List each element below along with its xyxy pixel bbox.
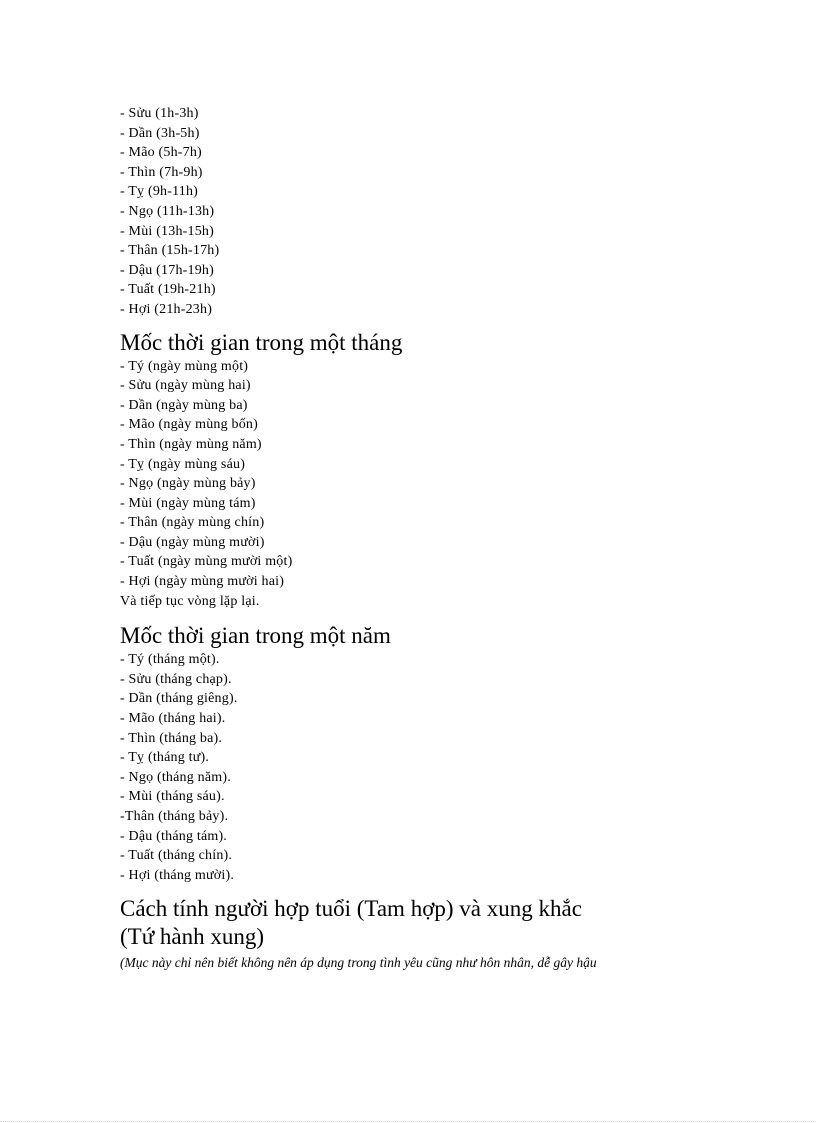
compat-section-heading: Cách tính người hợp tuổi (Tam hợp) và xung khắc — [120, 896, 582, 922]
list-item: -Thân (tháng bảy). — [120, 809, 229, 824]
month-section-heading: Mốc thời gian trong một tháng — [120, 329, 403, 355]
list-item: - Thìn (7h-9h) — [120, 164, 203, 180]
list-item: - Mão (tháng hai). — [120, 711, 226, 727]
hours-list — [120, 104, 740, 320]
list-item: - Tý (ngày mùng một) — [120, 358, 249, 374]
list-item: - Thìn (tháng ba). — [120, 730, 223, 746]
list-item: - Tuất (ngày mùng mười một) — [120, 554, 293, 570]
list-item: - Tỵ (ngày mùng sáu) — [120, 456, 246, 472]
list-item: - Tuất (tháng chín). — [120, 848, 233, 864]
list-item: - Ngọ (ngày mùng bảy) — [120, 476, 256, 492]
list-item: - Mão (ngày mùng bốn) — [120, 417, 258, 433]
list-item: - Tỵ (9h-11h) — [120, 184, 199, 200]
list-item: - Tỵ (tháng tư). — [120, 750, 210, 766]
list-item: - Mùi (tháng sáu). — [120, 789, 225, 805]
page-bottom-rule — [0, 1121, 816, 1122]
month-list — [120, 357, 740, 612]
list-item: - Mùi (ngày mùng tám) — [120, 495, 256, 511]
list-item: - Mùi (13h-15h) — [120, 223, 214, 239]
list-item: - Tý (tháng một). — [120, 652, 220, 668]
list-item: - Dần (ngày mùng ba) — [120, 397, 248, 413]
list-item: - Dần (tháng giêng). — [120, 691, 238, 707]
compat-note: (Mục này chỉ nên biết không nên áp dụng trong tình yêu cũng như hôn nhân, dễ gây hậu — [120, 955, 597, 971]
list-item: - Mão (5h-7h) — [120, 145, 202, 161]
list-item: - Sửu (tháng chạp). — [120, 671, 232, 687]
list-item: - Thân (15h-17h) — [120, 243, 220, 259]
list-item: - Sửu (ngày mùng hai) — [120, 378, 251, 394]
list-item: - Hợi (tháng mười). — [120, 867, 235, 883]
list-item: - Thân (ngày mùng chín) — [120, 515, 265, 531]
compat-section-heading-line2: (Tứ hành xung) — [120, 924, 265, 950]
list-item: - Dậu (17h-19h) — [120, 262, 214, 278]
list-item: - Hợi (ngày mùng mười hai) — [120, 574, 285, 590]
document-page — [120, 104, 740, 973]
year-section-heading: Mốc thời gian trong một năm — [120, 623, 391, 649]
list-item: - Tuất (19h-21h) — [120, 282, 216, 298]
list-item: - Dần (3h-5h) — [120, 125, 200, 141]
list-item: - Ngọ (tháng năm). — [120, 769, 231, 785]
list-item: - Hợi (21h-23h) — [120, 301, 213, 317]
month-closing-text: Và tiếp tục vòng lặp lại. — [120, 593, 260, 609]
list-item: - Dậu (tháng tám). — [120, 828, 228, 844]
list-item: - Ngọ (11h-13h) — [120, 203, 215, 219]
year-list — [120, 650, 740, 885]
list-item: - Dậu (ngày mùng mười) — [120, 534, 265, 550]
list-item: - Thìn (ngày mùng năm) — [120, 436, 262, 452]
list-item: - Sửu (1h-3h) — [120, 106, 199, 121]
